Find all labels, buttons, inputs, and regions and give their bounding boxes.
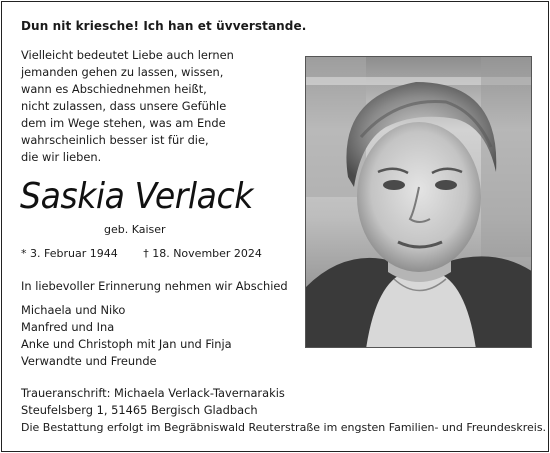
poem-line: Vielleicht bedeutet Liebe auch lernen xyxy=(21,48,234,62)
poem-line: die wir lieben. xyxy=(21,150,102,164)
address-line: Steufelsberg 1, 51465 Bergisch Gladbach xyxy=(21,403,258,417)
mourning-address xyxy=(21,385,285,419)
motto-heading: Dun nit kriesche! Ich han et üvverstande. xyxy=(21,19,307,33)
mourners-list xyxy=(21,302,232,370)
birth-name: geb. Kaiser xyxy=(104,223,166,236)
birth-date: * 3. Februar 1944 xyxy=(21,247,118,260)
remembrance-line: In liebevoller Erinnerung nehmen wir Abschied xyxy=(21,279,288,293)
mourner: Michaela und Niko xyxy=(21,303,126,317)
address-line: Traueranschrift: Michaela Verlack-Tavernarakis xyxy=(21,386,285,400)
mourner: Manfred und Ina xyxy=(21,320,115,334)
poem-line: dem im Wege stehen, was am Ende xyxy=(21,116,226,130)
poem-line: wahrscheinlich besser ist für die, xyxy=(21,133,209,147)
poem xyxy=(21,47,234,166)
poem-line: nicht zulassen, dass unsere Gefühle xyxy=(21,99,227,113)
poem-line: wann es Abschiednehmen heißt, xyxy=(21,82,207,96)
death-date: † 18. November 2024 xyxy=(143,247,262,260)
life-dates xyxy=(21,247,262,260)
mourner: Anke und Christoph mit Jan und Finja xyxy=(21,337,232,351)
mourner: Verwandte und Freunde xyxy=(21,354,157,368)
poem-line: jemanden gehen zu lassen, wissen, xyxy=(21,65,224,79)
portrait-photo xyxy=(305,56,532,348)
obituary-card xyxy=(1,1,549,452)
funeral-info: Die Bestattung erfolgt im Begräbniswald Reuterstraße im engsten Familien- und Freundeskreis. xyxy=(21,421,547,434)
deceased-name: Saskia Verlack xyxy=(20,176,253,217)
